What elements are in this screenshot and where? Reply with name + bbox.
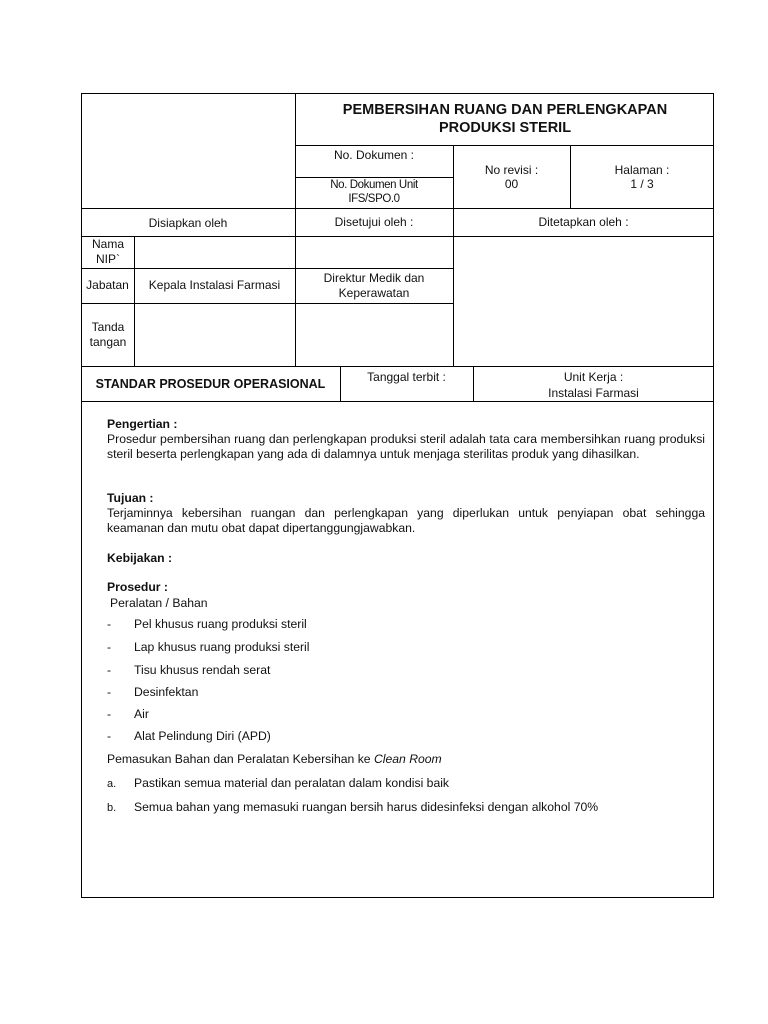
jabatan-disetujui: Direktur Medik dan Keperawatan (323, 271, 425, 300)
divider (81, 268, 453, 269)
pemasukan-text: Pemasukan Bahan dan Peralatan Kebersihan ke (107, 752, 371, 766)
list-item (107, 707, 149, 722)
disiapkan-label: Disiapkan oleh (148, 216, 228, 230)
sop-label: STANDAR PROSEDUR OPERASIONAL (95, 377, 326, 391)
list-item-label: Lap khusus ruang produksi steril (134, 640, 310, 654)
bullet-mark: - (107, 663, 112, 677)
tujuan-text: Terjaminnya kebersihan ruangan dan perlengkapan yang diperlukan untuk penyiapan obat sehingga keamanan dan mutu obat dapat dipertanggungjawabkan. (107, 506, 705, 535)
step-item (107, 776, 449, 792)
prosedur-heading: Prosedur : (107, 580, 168, 594)
unit-kerja-label: Unit Kerja : (563, 370, 624, 384)
divider (295, 208, 296, 366)
pengertian-text: Prosedur pembersihan ruang dan perlengkapan produksi steril adalah tata cara membersihkan ruang produksi steril beserta perlengkapan yang ada di dalamnya untuk menjaga sterilitas produk yang dihasilkan. (107, 432, 705, 461)
list-item (107, 663, 270, 678)
pemasukan-italic: Clean Room (373, 752, 442, 766)
kebijakan-heading: Kebijakan : (107, 551, 173, 565)
unit-kerja-value: Instalasi Farmasi (548, 386, 639, 400)
tanda-tangan-label: Tanda tangan (89, 320, 127, 349)
jabatan-label: Jabatan (86, 278, 129, 292)
divider (81, 208, 714, 209)
list-item-label: Desinfektan (134, 685, 199, 699)
step-text: Semua bahan yang memasuki ruangan bersih harus didesinfeksi dengan alkohol 70% (134, 800, 599, 814)
step-text: Pastikan semua material dan peralatan dalam kondisi baik (134, 776, 450, 790)
bullet-mark: - (107, 640, 112, 654)
peralatan-subheading: Peralatan / Bahan (110, 596, 208, 610)
list-item-label: Air (134, 707, 149, 721)
step-mark: a. (107, 778, 117, 790)
list-item (107, 617, 307, 632)
bullet-mark: - (107, 617, 112, 631)
disetujui-label: Disetujui oleh : (334, 215, 414, 229)
list-item-label: Pel khusus ruang produksi steril (134, 617, 307, 631)
step-mark: b. (107, 802, 117, 814)
bullet-mark: - (107, 729, 112, 743)
list-item (107, 729, 271, 744)
divider (295, 177, 453, 178)
pemasukan-heading (107, 752, 442, 767)
list-item-label: Tisu khusus rendah serat (134, 663, 271, 677)
halaman-value: 1 / 3 (630, 177, 654, 191)
jabatan-disiapkan: Kepala Instalasi Farmasi (148, 278, 281, 292)
list-item (107, 685, 198, 700)
tanggal-terbit-label: Tanggal terbit : (367, 370, 446, 384)
list-item (107, 640, 309, 655)
divider (81, 366, 714, 367)
divider (453, 208, 454, 366)
divider (81, 401, 714, 402)
bullet-mark: - (107, 707, 112, 721)
divider (81, 303, 453, 304)
no-dokumen-label: No. Dokumen : (333, 148, 415, 162)
divider (295, 145, 714, 146)
divider (134, 236, 135, 366)
list-item-label: Alat Pelindung Diri (APD) (134, 729, 271, 743)
nama-nip-label: Nama NIP` (91, 237, 124, 266)
halaman-label: Halaman : (614, 163, 670, 177)
pengertian-heading: Pengertian : (107, 417, 178, 431)
no-dokumen-unit-value: IFS/SPO.0 (348, 193, 400, 205)
bullet-mark: - (107, 685, 112, 699)
tujuan-heading: Tujuan : (107, 491, 154, 505)
no-revisi-value: 00 (504, 177, 519, 191)
ditetapkan-label: Ditetapkan oleh : (538, 215, 629, 229)
no-dokumen-unit-label: No. Dokumen Unit (330, 179, 418, 191)
divider (81, 236, 714, 237)
no-revisi-label: No revisi : (484, 163, 539, 177)
step-item (107, 800, 598, 816)
document-title: PEMBERSIHAN RUANG DAN PERLENGKAPAN PRODUKSI STERIL (342, 102, 668, 136)
